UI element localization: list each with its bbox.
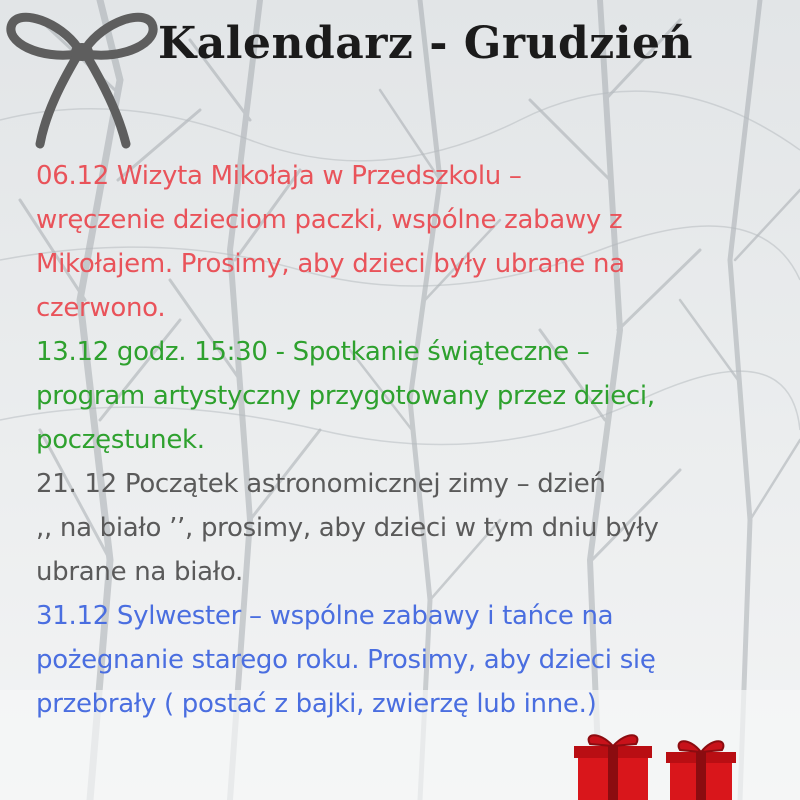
event-line: ,, na biało ’’, prosimy, aby dzieci w tym dniu były (36, 513, 659, 543)
bow-icon (0, 2, 165, 152)
event-line: pożegnanie starego roku. Prosimy, aby dzieci się (36, 645, 656, 675)
event-line: poczęstunek. (36, 425, 205, 455)
event-line: przebrały ( postać z bajki, zwierzę lub inne.) (36, 689, 597, 719)
event-line: czerwono. (36, 293, 166, 323)
event-item (36, 330, 796, 462)
event-item (36, 462, 796, 594)
event-item (36, 154, 796, 330)
event-line: wręczenie dzieciom paczki, wspólne zabawy z (36, 205, 623, 235)
event-line: 06.12 Wizyta Mikołaja w Przedszkolu – (36, 161, 522, 191)
event-line: ubrane na biało. (36, 557, 243, 587)
event-line: program artystyczny przygotowany przez dzieci, (36, 381, 655, 411)
event-item (36, 594, 796, 726)
event-line: 31.12 Sylwester – wspólne zabawy i tańce na (36, 601, 614, 631)
event-line: Mikołajem. Prosimy, aby dzieci były ubrane na (36, 249, 625, 279)
gift-box-icon (570, 728, 750, 800)
event-line: 21. 12 Początek astronomicznej zimy – dzień (36, 469, 606, 499)
event-list (36, 154, 796, 726)
event-line: 13.12 godz. 15:30 - Spotkanie świąteczne – (36, 337, 590, 367)
page-title: Kalendarz - Grudzień (158, 18, 693, 69)
